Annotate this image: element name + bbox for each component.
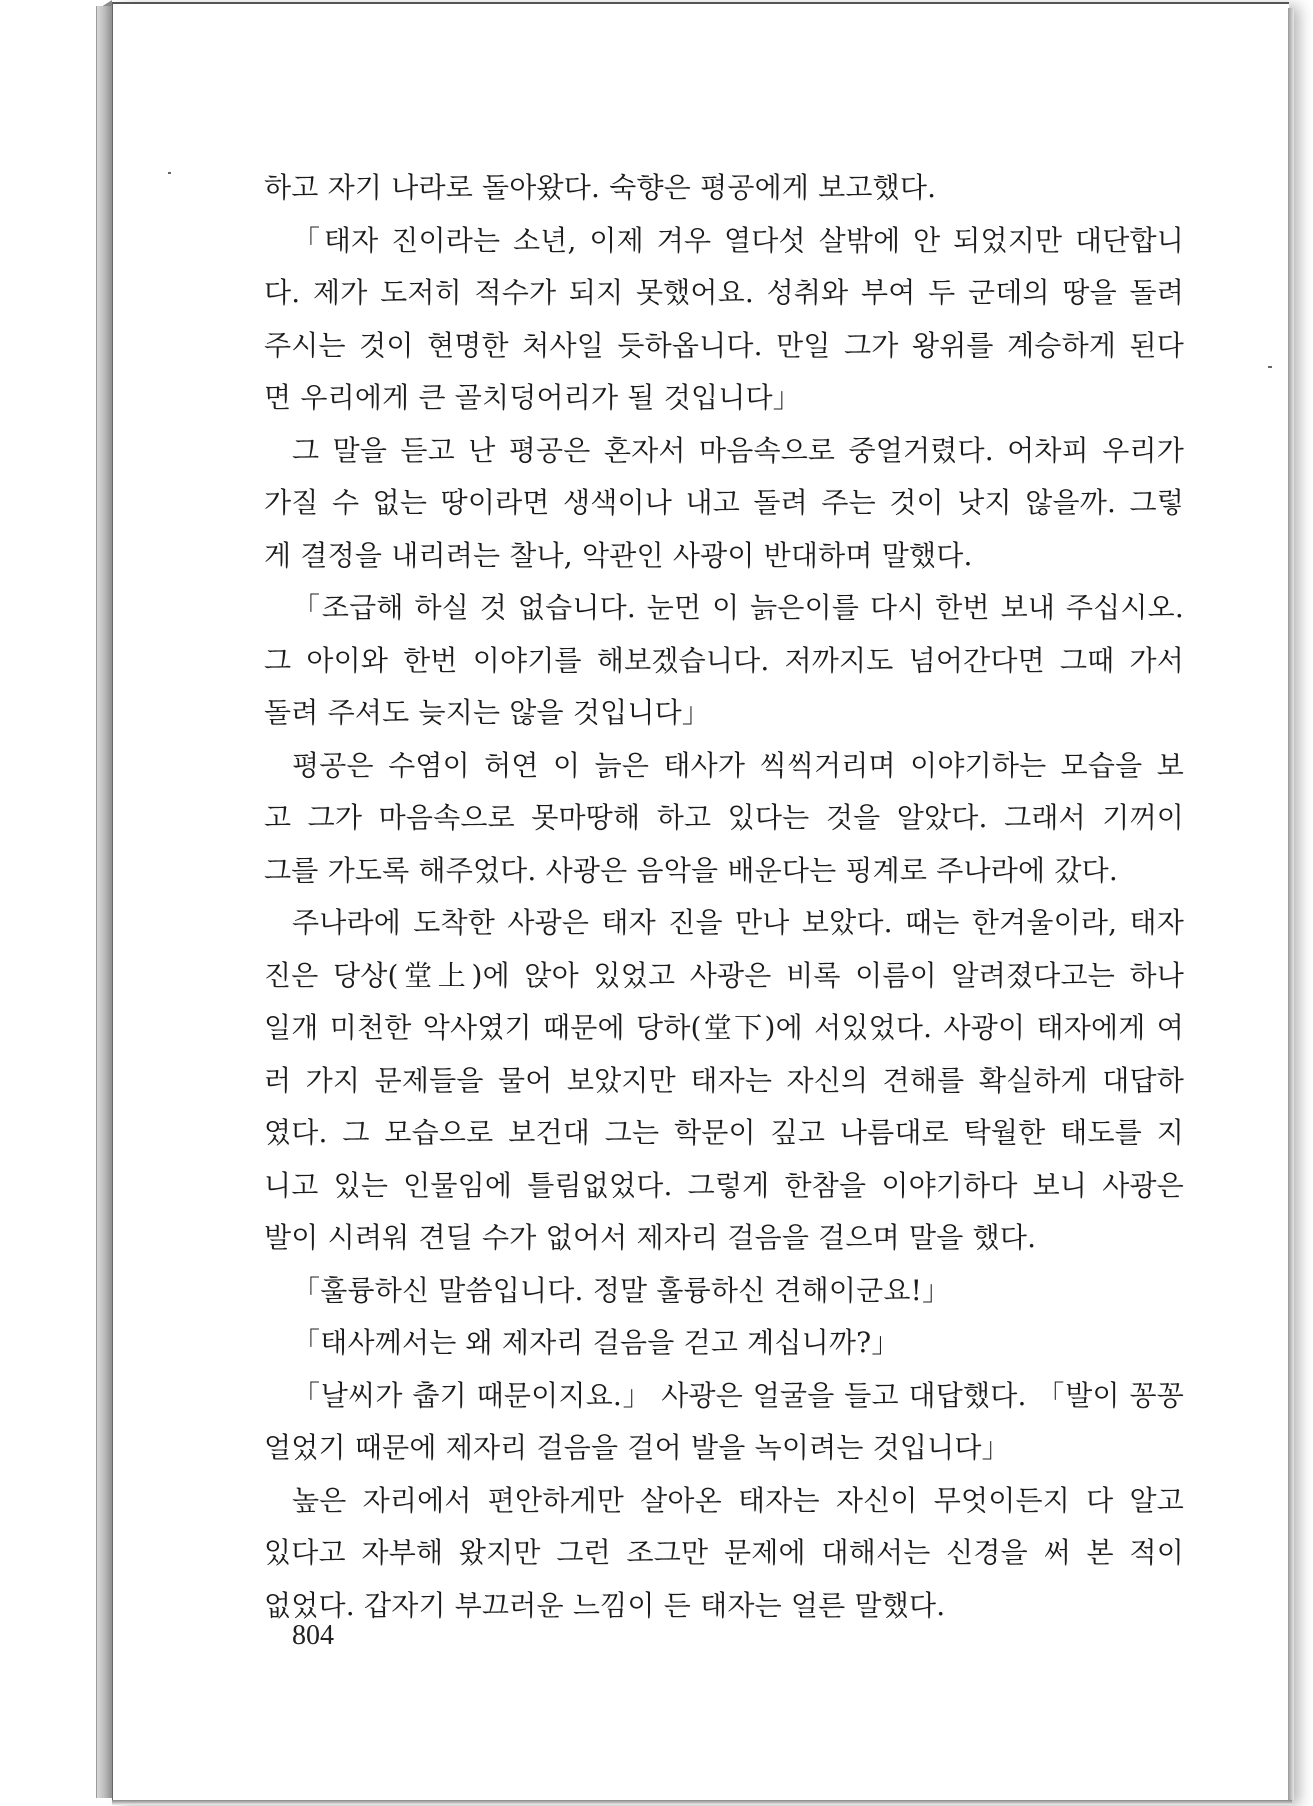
text-line: 돌려 주셔도 늦지는 않을 것입니다」 [264, 696, 711, 729]
text-line: 「훌륭하신 말씀입니다. 정말 훌륭하신 견해이군요!」 [292, 1273, 951, 1307]
text-line: 「태사께서는 왜 제자리 걸음을 걷고 계십니까?」 [292, 1326, 900, 1359]
text-line: 였다. 그 모습으로 보건대 그는 학문이 깊고 나름대로 탁월한 태도를 지 [264, 1116, 1184, 1149]
text-line: 「태자 진이라는 소년, 이제 겨우 열다섯 살밖에 안 되었지만 대단합니 [292, 223, 1184, 257]
text-line: 없었다. 갑자기 부끄러운 느낌이 든 태자는 얼른 말했다. [264, 1588, 946, 1622]
text-line: 주나라에 도착한 사광은 태자 진을 만나 보았다. 때는 한겨울이라, 태자 [292, 906, 1184, 939]
text-line: 게 결정을 내리려는 찰나, 악관인 사광이 반대하며 말했다. [264, 538, 973, 572]
book-spine [96, 6, 113, 1798]
scan-speck [1268, 366, 1272, 368]
text-line: 가질 수 없는 땅이라면 생색이나 내고 돌려 주는 것이 낫지 않을까. 그렇 [264, 486, 1184, 519]
text-line: 하고 자기 나라로 돌아왔다. 숙향은 평공에게 보고했다. [264, 171, 937, 204]
text-line: 평공은 수염이 허연 이 늙은 태사가 씩씩거리며 이야기하는 모습을 보 [292, 748, 1184, 782]
text-line: 그 말을 듣고 난 평공은 혼자서 마음속으로 중얼거렸다. 어차피 우리가 [292, 433, 1184, 467]
text-line: 러 가지 문제들을 물어 보았지만 태자는 자신의 견해를 확실하게 대답하 [264, 1063, 1184, 1097]
body-text [264, 162, 1184, 1632]
text-line: 니고 있는 인물임에 틀림없었다. 그렇게 한참을 이야기하다 보니 사광은 [264, 1168, 1184, 1202]
text-line: 진은 당상(堂上)에 앉아 있었고 사광은 비록 이름이 알려졌다고는 하나 [264, 958, 1184, 992]
page-number: 804 [292, 1620, 334, 1651]
text-line: 「날씨가 춥기 때문이지요.」 사광은 얼굴을 들고 대답했다. 「발이 꽁꽁 [292, 1378, 1184, 1412]
text-line: 있다고 자부해 왔지만 그런 조그만 문제에 대해서는 신경을 써 본 적이 [264, 1536, 1184, 1569]
text-line: 「조급해 하실 것 없습니다. 눈먼 이 늙은이를 다시 한번 보내 주십시오. [292, 591, 1184, 624]
text-line: 고 그가 마음속으로 못마땅해 하고 있다는 것을 알았다. 그래서 기꺼이 [264, 801, 1184, 834]
text-line: 다. 제가 도저히 적수가 되지 못했어요. 성취와 부여 두 군데의 땅을 돌려 [264, 276, 1184, 309]
text-line: 발이 시려워 견딜 수가 없어서 제자리 걸음을 걸으며 말을 했다. [264, 1221, 1037, 1254]
text-line: 그 아이와 한번 이야기를 해보겠습니다. 저까지도 넘어간다면 그때 가서 [264, 643, 1184, 677]
text-line: 얼었기 때문에 제자리 걸음을 걸어 발을 녹이려는 것입니다」 [264, 1431, 1010, 1464]
text-line: 그를 가도록 해주었다. 사광은 음악을 배운다는 핑계로 주나라에 갔다. [264, 853, 1118, 887]
page-edge-bottom [112, 1800, 1292, 1805]
text-line: 일개 미천한 악사였기 때문에 당하(堂下)에 서있었다. 사광이 태자에게 여 [264, 1011, 1184, 1044]
scan-speck [168, 172, 171, 174]
text-line: 주시는 것이 현명한 처사일 듯하옵니다. 만일 그가 왕위를 계승하게 된다 [264, 328, 1184, 362]
page-edge-right [1288, 8, 1294, 1800]
text-line: 높은 자리에서 편안하게만 살아온 태자는 자신이 무엇이든지 다 알고 [292, 1483, 1184, 1517]
text-line: 면 우리에게 큰 골치덩어리가 될 것입니다」 [264, 381, 801, 414]
